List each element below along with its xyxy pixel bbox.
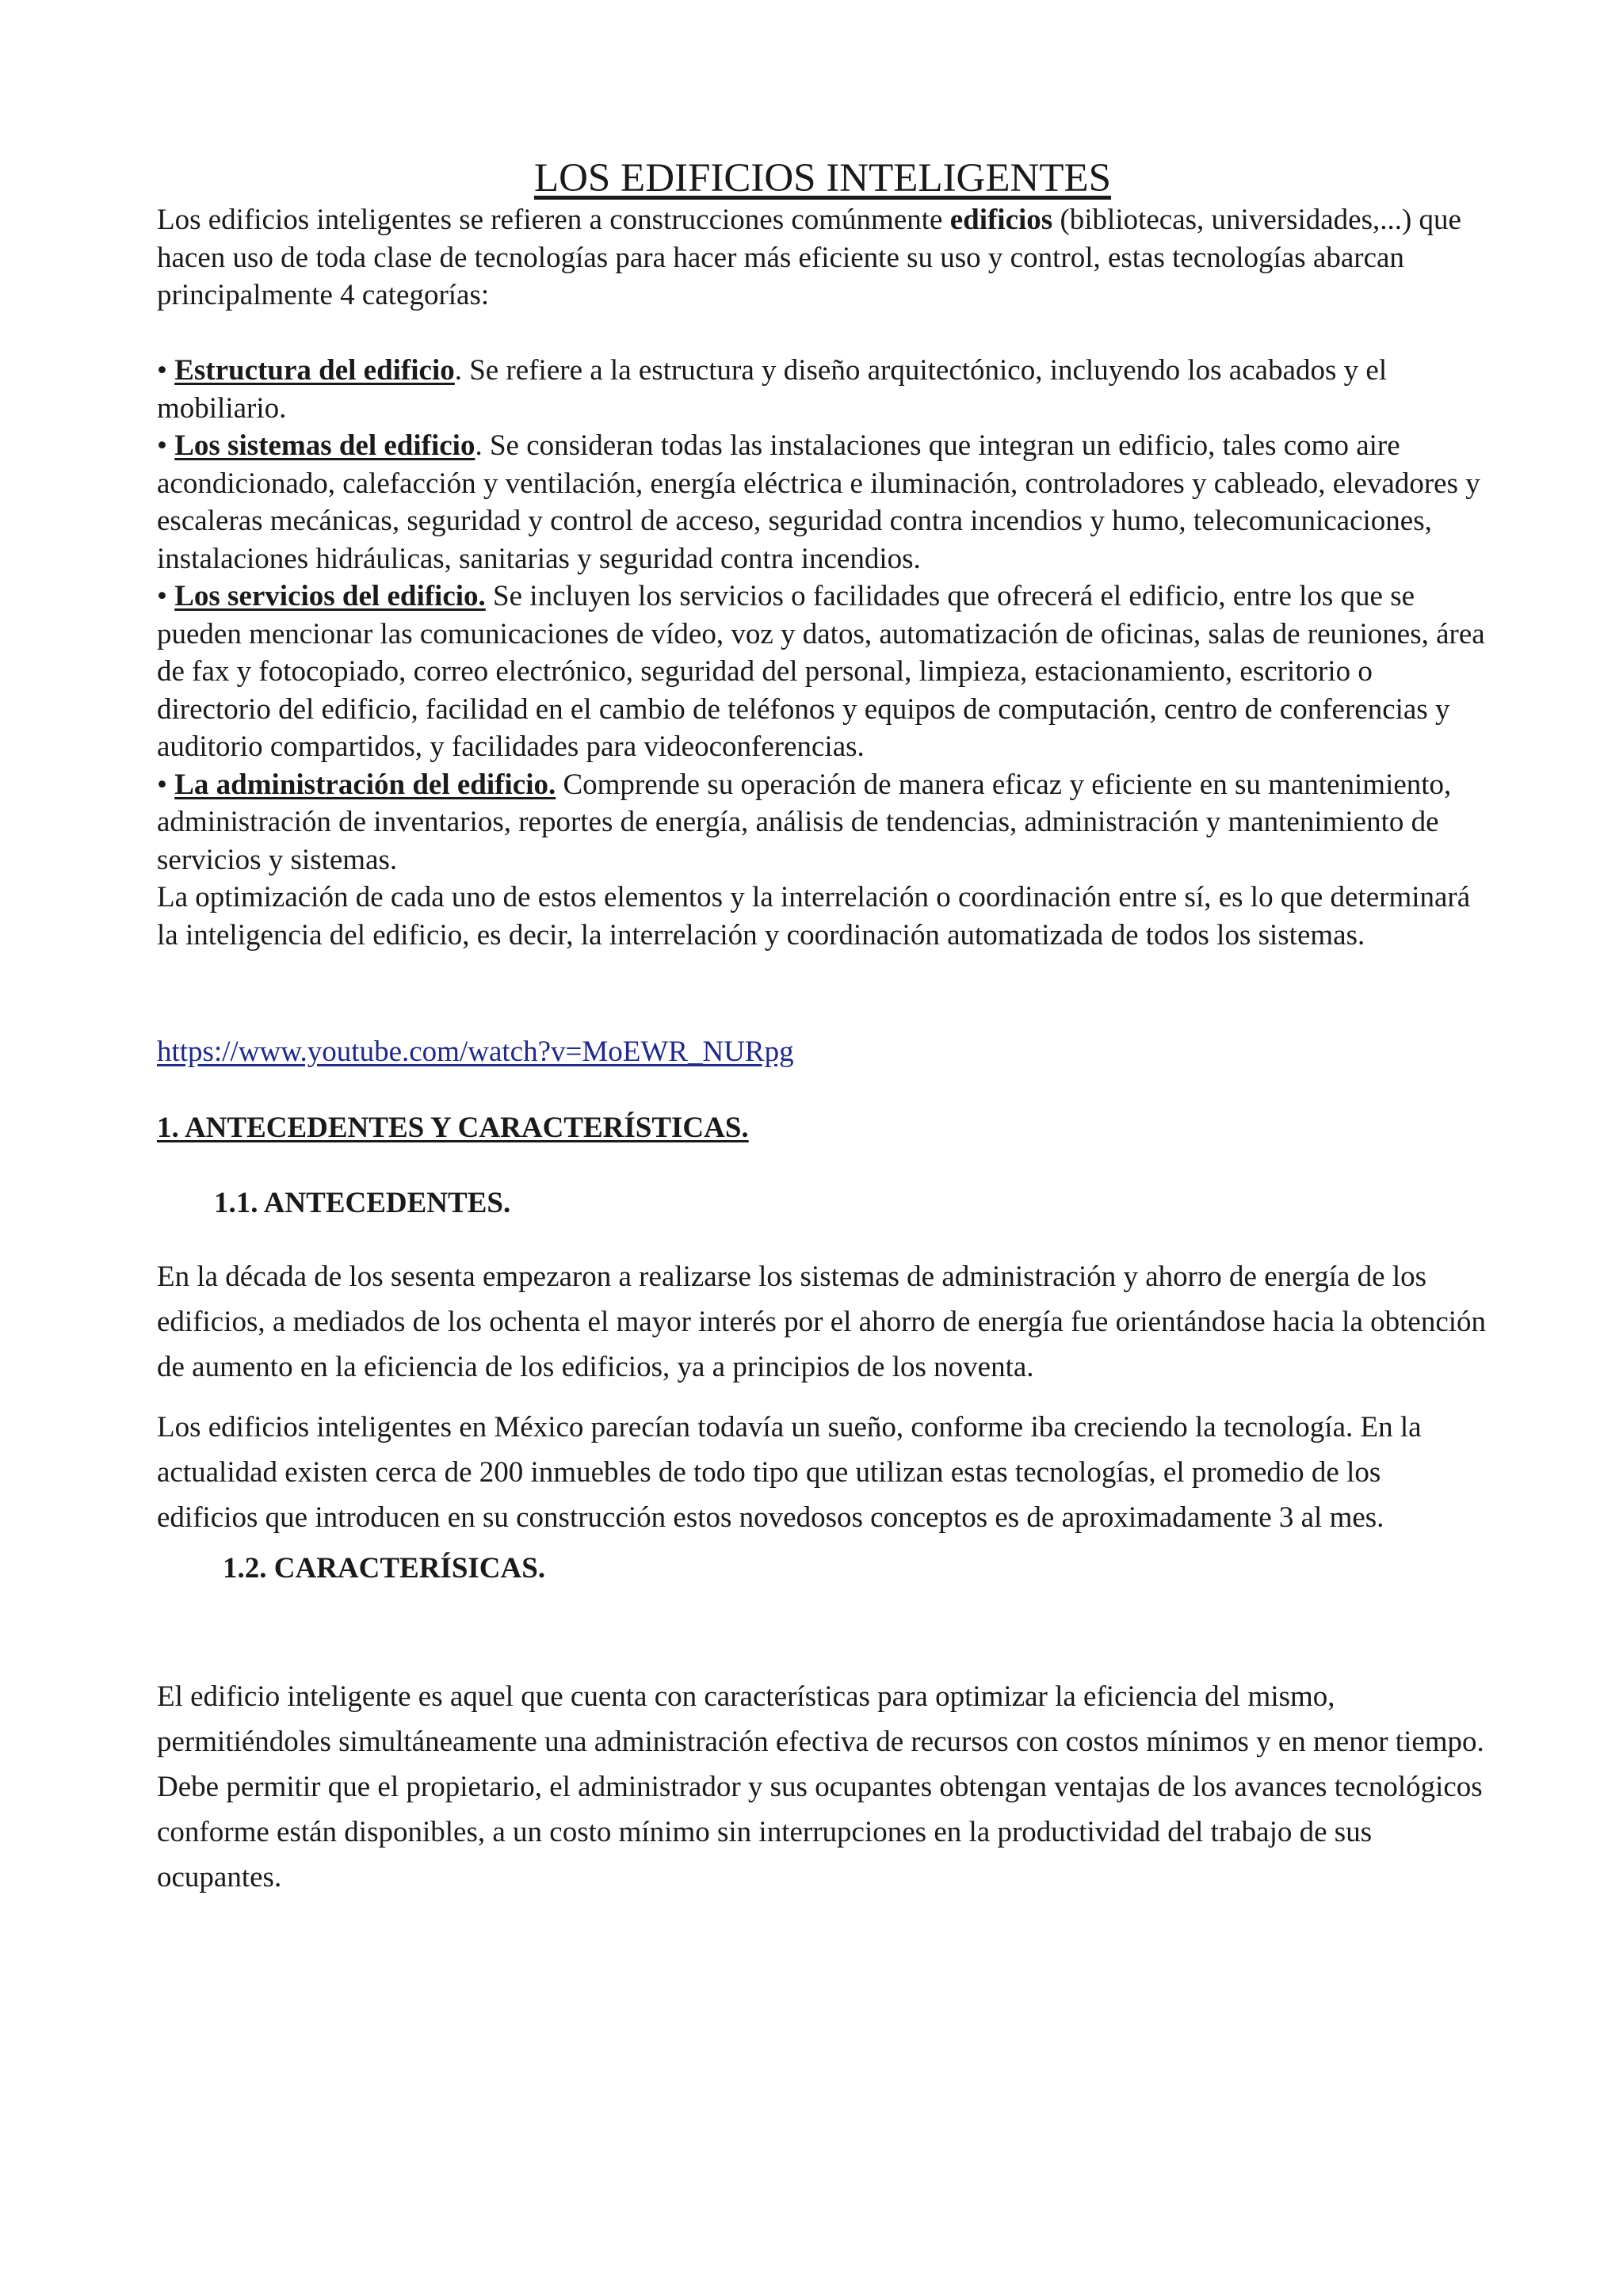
bullet-heading: Los sistemas del edificio	[174, 429, 475, 462]
bullet-item	[157, 352, 1488, 427]
bullet-marker: •	[157, 354, 175, 387]
subsection-heading-antecedentes: 1.1. ANTECEDENTES.	[214, 1187, 511, 1219]
bullet-text: . Se refiere a la estructura y diseño arquitectónico, incluyendo los acabados y el mobiliario.	[157, 354, 1388, 425]
conclusion-paragraph: La optimización de cada uno de estos elementos y la interrelación o coordinación entre sí, es lo que determinará la inteligencia del edificio, es decir, la interrelación y coordinación automatizada de todos los sistemas.	[157, 881, 1471, 952]
document-title: LOS EDIFICIOS INTELIGENTES	[533, 156, 1112, 200]
document-page	[157, 155, 1488, 1900]
bullet-text: Se incluyen los servicios o facilidades que ofrecerá el edificio, entre los que se pueden mencionar las comunicaciones de vídeo, voz y datos, automatización de oficinas, salas de reuniones, área de fax y fotocopiado, correo electrónico, seguridad del personal, limpieza, estacionamiento, escritorio o directorio del edificio, facilidad en el cambio de teléfonos y equipos de computación, centro de conferencias y auditorio compartidos, y facilidades para videoconferencias.	[157, 580, 1485, 763]
blank-line	[157, 315, 1488, 353]
subsection-heading-caracteristicas: 1.2. CARACTERÍSICAS.	[223, 1551, 546, 1585]
bullet-marker: •	[157, 429, 175, 462]
bullet-text: . Se consideran todas las instalaciones que integran un edificio, tales como aire acondicionado, calefacción y ventilación, energía eléctrica e iluminación, controladores y cableado, elevadores y escaleras mecánicas, seguridad y control de acceso, seguridad contra incendios y humo, telecomunicaciones, instalaciones hidráulicas, sanitarias y seguridad contra incendios.	[157, 429, 1480, 575]
bullet-item	[157, 427, 1488, 578]
intro-bold-term: edificios	[949, 204, 1053, 236]
caracteristicas-paragraph: El edificio inteligente es aquel que cuenta con características para optimizar la eficiencia del mismo, permitiéndoles simultáneamente una administración efectiva de recursos con costos mínimos y en menor tiempo. Debe permitir que el propietario, el administrador y sus ocupantes obtengan ventajas de los avances tecnológicos conforme están disponibles, a un costo mínimo sin interrupciones en la productividad del trabajo de sus ocupantes.	[157, 1680, 1484, 1894]
bullet-marker: •	[157, 768, 175, 801]
bullet-heading: Los servicios del edificio.	[174, 580, 486, 612]
bullet-text: Comprende su operación de manera eficaz y eficiente en su mantenimiento, administración de inventarios, reportes de energía, análisis de tendencias, administración y mantenimiento de servicios y sistemas.	[157, 768, 1452, 876]
link-row	[157, 1033, 1488, 1071]
youtube-link[interactable]: https://www.youtube.com/watch?v=MoEWR_NURpg	[157, 1035, 794, 1068]
section-heading-antecedentes-caracteristicas: 1. ANTECEDENTES Y CARACTERÍSTICAS.	[157, 1111, 749, 1144]
antecedentes-paragraph-2: Los edificios inteligentes en México parecían todavía un sueño, conforme iba creciendo la tecnología. En la actualidad existen cerca de 200 inmuebles de todo tipo que utilizan estas tecnologías, el promedio de los edificios que introducen en su construcción estos novedosos conceptos es de aproximadamente 3 al mes.	[157, 1410, 1422, 1534]
intro-text-after: (bibliotecas, universidades,...) que hacen uso de toda clase de tecnologías para hacer más eficiente su uso y control, estas tecnologías abarcan principalmente 4 categorías:	[157, 204, 1461, 311]
intro-text-before: Los edificios inteligentes se refieren a construcciones comúnmente	[157, 204, 950, 236]
bullet-heading: La administración del edificio.	[174, 768, 556, 801]
bullet-marker: •	[157, 580, 175, 612]
bullet-item	[157, 578, 1488, 766]
intro-paragraph	[157, 201, 1488, 315]
bullet-item	[157, 766, 1488, 879]
antecedentes-paragraph-1: En la década de los sesenta empezaron a realizarse los sistemas de administración y ahorro de energía de los edificios, a mediados de los ochenta el mayor interés por el ahorro de energía fue orientándose hacia la obtención de aumento en la eficiencia de los edificios, ya a principios de los noventa.	[157, 1260, 1487, 1383]
bullet-heading: Estructura del edificio	[174, 354, 455, 387]
